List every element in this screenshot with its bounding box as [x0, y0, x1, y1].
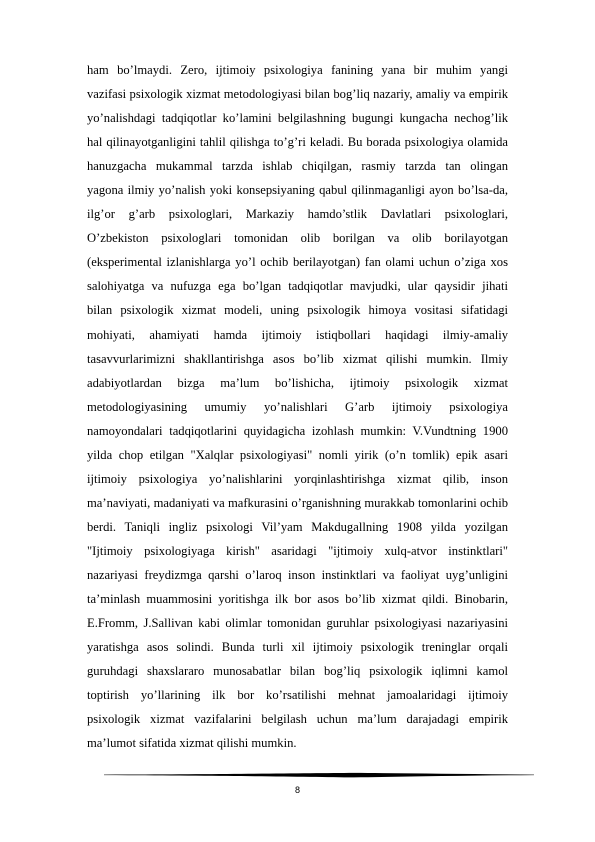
page-number: 8	[294, 785, 300, 795]
text-line-27: toptirish yo’llarining ilk bor ko’rsatilishi mehnat jamoalaridagi ijtimoiy	[87, 688, 508, 703]
text-line-6: yagona ilmiy yo’nalish yoki konsepsiyaning qabul qilinmaganligi ayon bo’lsa-da,	[87, 183, 508, 198]
text-line-26: guruhdagi shaxslararo munosabatlar bilan bog’liq psixologik iqlimni kamol	[87, 664, 508, 679]
text-line-9: (eksperimental izlanishlarga yo’l ochib berilayotgan) fan olami uchun o’ziga xos	[87, 255, 508, 270]
text-line-25: yaratishga asos solindi. Bunda turli xil ijtimoiy psixologik treninglar orqali	[87, 640, 508, 655]
footer-divider	[104, 772, 534, 778]
text-line-22: nazariyasi freydizmga qarshi o’laroq inson instinktlari va faoliyat uyg’unligini	[87, 567, 508, 582]
text-line-16: namoyondalari tadqiqotlarini quyidagicha izohlash mumkin: V.Vundtning 1900	[87, 423, 508, 438]
text-line-24: E.Fromm, J.Sallivan kabi olimlar tomonidan guruhlar psixologiyasi nazariyasini	[87, 616, 508, 631]
text-line-8: O’zbekiston psixologlari tomonidan olib borilgan va olib borilayotgan	[87, 231, 508, 246]
text-line-13: tasavvurlarimizni shakllantirishga asos bo’lib xizmat qilishi mumkin. Ilmiy	[87, 351, 508, 366]
text-line-10: salohiyatga va nufuzga ega bo’lgan tadqiqotlar mavjudki, ular qaysidir jihati	[87, 279, 508, 294]
text-line-17: yilda chop etilgan "Xalqlar psixologiyasi" nomli yirik (o’n tomlik) epik asari	[87, 447, 508, 462]
text-line-4: hal qilinayotganligini tahlil qilishga to’g’ri keladi. Bu borada psixologiya olamida	[87, 135, 508, 150]
text-line-21: "Ijtimoiy psixologiyaga kirish" asaridagi "ijtimoiy xulq-atvor instinktlari"	[87, 543, 508, 558]
text-line-18: ijtimoiy psixologiya yo’nalishlarini yorqinlashtirishga xizmat qilib, inson	[87, 471, 508, 486]
text-line-28: psixologik xizmat vazifalarini belgilash uchun ma’lum darajadagi empirik	[87, 712, 508, 727]
text-line-20: berdi. Taniqli ingliz psixologi Vil’yam Makdugallning 1908 yilda yozilgan	[87, 519, 508, 534]
text-line-11: bilan psixologik xizmat modeli, uning psixologik himoya vositasi sifatidagi	[87, 303, 508, 318]
text-line-14: adabiyotlardan bizga ma’lum bo’lishicha, ijtimoiy psixologik xizmat	[87, 375, 508, 390]
text-line-19: ma’naviyati, madaniyati va mafkurasini o’rganishning murakkab tomonlarini ochib	[87, 495, 508, 510]
text-line-29: ma’lumot sifatida xizmat qilishi mumkin.	[87, 736, 297, 751]
text-line-1: ham bo’lmaydi. Zero, ijtimoiy psixologiya fanining yana bir muhim yangi	[87, 63, 508, 77]
text-line-15: metodologiyasining umumiy yo’nalishlari G’arb ijtimoiy psixologiya	[87, 399, 508, 414]
text-line-12: mohiyati, ahamiyati hamda ijtimoiy istiqbollari haqidagi ilmiy-amaliy	[87, 327, 508, 342]
footer-divider-shape	[104, 773, 534, 778]
body-text	[87, 58, 508, 755]
text-line-2: vazifasi psixologik xizmat metodologiyasi bilan bog’liq nazariy, amaliy va empirik	[87, 87, 508, 102]
text-line-23: ta’minlash muammosini yoritishga ilk bor asos bo’lib xizmat qildi. Binobarin,	[87, 592, 508, 607]
text-line-7: ilg’or g’arb psixologlari, Markaziy hamdo’stlik Davlatlari psixologlari,	[87, 207, 508, 222]
text-line-5: hanuzgacha mukammal tarzda ishlab chiqilgan, rasmiy tarzda tan olingan	[87, 159, 508, 174]
text-line-3: yo’nalishdagi tadqiqotlar ko’lamini belgilashning bugungi kungacha nechog’lik	[87, 111, 508, 126]
